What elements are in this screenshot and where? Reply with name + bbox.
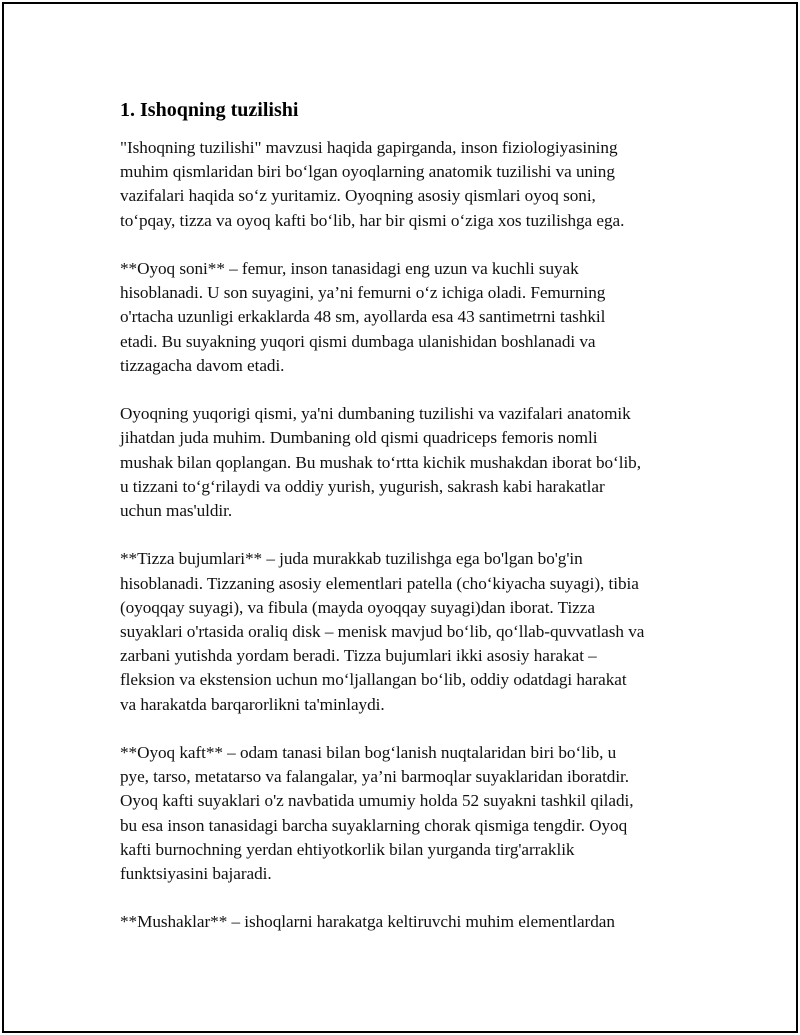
text-line: **Oyoq soni** – femur, inson tanasidagi eng uzun va kuchli suyak	[120, 259, 579, 278]
text-line: **Tizza bujumlari** – juda murakkab tuzilishga ega bo'lgan bo'g'in	[120, 549, 583, 569]
text-line: kafti burnochning yerdan ehtiyotkorlik bilan yurganda tirg'arraklik	[120, 839, 575, 859]
text-line: (oyoqqay suyagi), va fibula (mayda oyoqqay suyagi)dan iborat. Tizza	[120, 597, 595, 617]
text-line: hisoblanadi. Tizzaning asosiy elementlari patella (cho‘kiyacha suyagi), tibia	[120, 573, 639, 593]
text-line: jihatdan juda muhim. Dumbaning old qismi quadriceps femoris nomli	[120, 428, 598, 448]
text-line: muhim qismlaridan biri bo‘lgan oyoqlarning anatomik tuzilishi va uning	[120, 162, 615, 182]
text-line: vazifalari haqida so‘z yuritamiz. Oyoqning asosiy qismlari oyoq soni,	[120, 186, 596, 206]
text-line: funktsiyasini bajaradi.	[120, 864, 272, 884]
text-line: va harakatda barqarorlikni ta'minlaydi.	[120, 694, 385, 714]
paragraph-dumba	[120, 402, 690, 523]
text-line: bu esa inson tanasidagi barcha suyaklarning chorak qismiga tengdir. Oyoq	[120, 815, 628, 835]
document-body	[120, 96, 690, 959]
paragraph-oyoq-kaft	[120, 741, 690, 886]
paragraph-oyoq-soni	[120, 257, 690, 378]
text-line: to‘pqay, tizza va oyoq kafti bo‘lib, har bir qismi o‘ziga xos tuzilishga ega.	[120, 210, 625, 230]
text-line: zarbani yutishda yordam beradi. Tizza bujumlari ikki asosiy harakat –	[120, 646, 597, 666]
section-heading: 1. Ishoqning tuzilishi	[120, 99, 299, 121]
text-line: fleksion va ekstension uchun mo‘ljallangan bo‘lib, oddiy odatdagi harakat	[120, 670, 627, 690]
text-line: Oyoq kafti suyaklari o'z navbatida umumiy holda 52 suyakni tashkil qiladi,	[120, 791, 634, 811]
text-line: **Oyoq kaft** – odam tanasi bilan bog‘lanish nuqtalaridan biri bo‘lib, u	[120, 743, 617, 763]
paragraph-intro	[120, 136, 690, 233]
paragraph-mushaklar	[120, 910, 690, 934]
page-frame	[2, 2, 798, 1033]
paragraph-tizza	[120, 547, 690, 716]
text-line: etadi. Bu suyakning yuqori qismi dumbaga ulanishidan boshlanadi va	[120, 331, 596, 351]
text-line: uchun mas'uldir.	[120, 501, 233, 521]
text-line: Oyoqning yuqorigi qismi, ya'ni dumbaning tuzilishi va vazifalari anatomik	[120, 404, 631, 424]
text-line: **Mushaklar** – ishoqlarni harakatga keltiruvchi muhim elementlardan	[120, 912, 615, 932]
text-line: mushak bilan qoplangan. Bu mushak to‘rtta kichik mushakdan iborat bo‘lib,	[120, 452, 641, 472]
text-line: tizzagacha davom etadi.	[120, 355, 285, 375]
text-line: o'rtacha uzunligi erkaklarda 48 sm, ayollarda esa 43 santimetrni tashkil	[120, 307, 606, 327]
text-line: pye, tarso, metatarso va falangalar, ya’ni barmoqlar suyaklaridan iboratdir.	[120, 767, 630, 787]
text-line: "Ishoqning tuzilishi" mavzusi haqida gapirganda, inson fiziologiyasining	[120, 138, 618, 157]
text-line: u tizzani to‘g‘rilaydi va oddiy yurish, yugurish, sakrash kabi harakatlar	[120, 476, 605, 496]
text-line: suyaklari o'rtasida oraliq disk – menisk mavjud bo‘lib, qo‘llab-quvvatlash va	[120, 622, 645, 642]
text-line: hisoblanadi. U son suyagini, ya’ni femurni o‘z ichiga oladi. Femurning	[120, 283, 606, 303]
